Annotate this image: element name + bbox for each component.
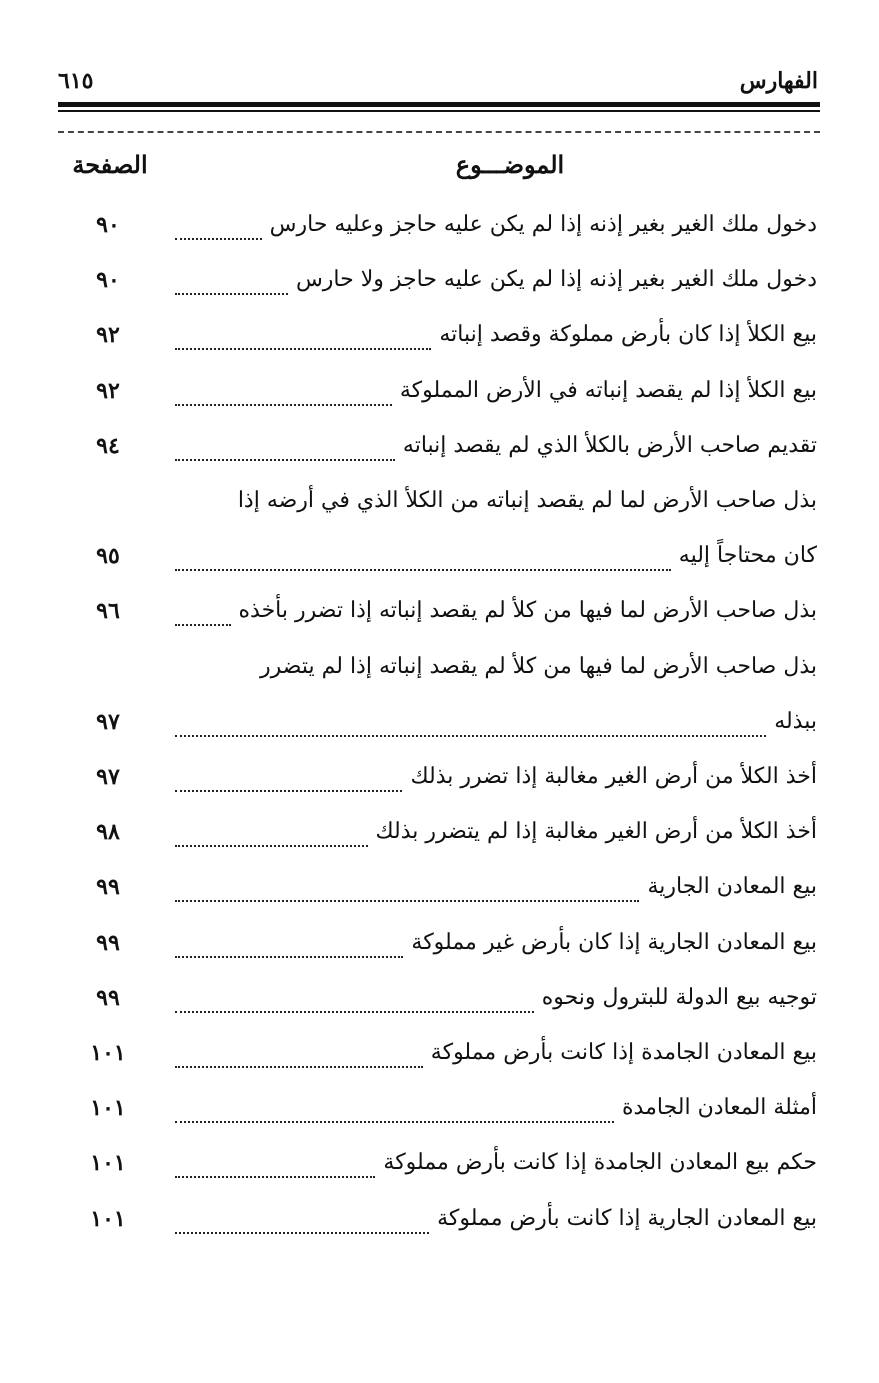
dot-leader — [175, 238, 262, 240]
dot-leader — [175, 900, 639, 902]
dot-leader — [175, 1232, 429, 1234]
index-entry — [58, 874, 817, 908]
index-entry — [58, 378, 817, 412]
dot-leader — [175, 624, 231, 626]
index-entry — [58, 1040, 817, 1074]
entry-topic: كان محتاجاً إليه — [678, 543, 817, 569]
entry-topic: بيع المعادن الجامدة إذا كانت بأرض مملوكة — [430, 1040, 817, 1065]
entry-page-number: ٩٢ — [96, 377, 120, 404]
entry-topic: أمثلة المعادن الجامدة — [622, 1095, 817, 1121]
index-entry — [58, 985, 817, 1019]
index-entry — [58, 764, 817, 798]
entry-page-number: ١٠١ — [90, 1095, 126, 1122]
entry-topic: دخول ملك الغير بغير إذنه إذا لم يكن عليه حاجز وعليه حارس — [269, 212, 817, 237]
entry-topic: توجيه بيع الدولة للبترول ونحوه — [541, 984, 817, 1010]
dot-leader — [175, 348, 431, 350]
header-rule-thin — [58, 110, 820, 112]
entry-topic: حكم بيع المعادن الجامدة إذا كانت بأرض مملوكة — [383, 1150, 817, 1176]
dot-leader — [175, 845, 368, 847]
entry-topic: ببذله — [774, 708, 817, 734]
entry-topic: بيع المعادن الجارية إذا كان بأرض غير مملوكة — [411, 929, 817, 955]
dot-leader — [175, 956, 403, 958]
index-entry — [58, 1095, 817, 1129]
index-entry — [58, 212, 817, 246]
entry-page-number: ٩٠ — [96, 212, 120, 238]
running-head-title: الفهارس — [739, 68, 818, 94]
dot-leader — [175, 735, 766, 737]
index-entry — [58, 1206, 817, 1240]
entry-page-number: ٩٦ — [96, 598, 120, 625]
dot-leader — [175, 1121, 614, 1123]
entry-page-number: ٩٩ — [96, 984, 120, 1011]
index-entry — [58, 322, 817, 356]
entry-page-number: ٩٥ — [96, 543, 120, 570]
entry-topic: دخول ملك الغير بغير إذنه إذا لم يكن عليه حاجز ولا حارس — [295, 267, 817, 293]
entry-topic: أخذ الكلأ من أرض الغير مغالبة إذا لم يتضرر بذلك — [375, 819, 817, 845]
dot-leader — [175, 569, 671, 571]
entry-page-number: ١٠١ — [90, 1150, 126, 1177]
entry-topic: بيع المعادن الجارية — [647, 874, 817, 900]
entry-page-number: ٩٢ — [96, 322, 120, 349]
header-rule-thick — [58, 102, 820, 107]
index-entry — [58, 654, 817, 688]
entry-topic: بيع الكلأ إذا لم يقصد إنباته في الأرض المملوكة — [399, 377, 817, 403]
entry-topic: بذل صاحب الأرض لما فيها من كلأ لم يقصد إنباته إذا لم يتضرر — [260, 653, 817, 679]
entry-page-number: ٩٧ — [96, 708, 120, 735]
index-entry — [58, 1150, 817, 1184]
entry-topic: بذل صاحب الأرض لما لم يقصد إنباته من الكلأ الذي في أرضه إذا — [237, 488, 817, 513]
dot-leader — [175, 790, 402, 792]
entry-topic: أخذ الكلأ من أرض الغير مغالبة إذا تضرر بذلك — [410, 764, 817, 789]
index-entry — [58, 598, 817, 632]
entry-page-number: ٩٩ — [96, 874, 120, 901]
index-entry — [58, 488, 817, 522]
index-entry — [58, 930, 817, 964]
dot-leader — [175, 1176, 375, 1178]
dot-leader — [175, 404, 392, 406]
column-heading-topic: الموضـــوع — [455, 150, 565, 179]
entry-topic: بيع المعادن الجارية إذا كانت بأرض مملوكة — [437, 1205, 817, 1231]
dot-leader — [175, 1066, 423, 1068]
entry-topic: بذل صاحب الأرض لما فيها من كلأ لم يقصد إنباته إذا تضرر بأخذه — [238, 598, 817, 624]
index-entry — [58, 543, 817, 577]
entry-page-number: ٩٧ — [96, 764, 120, 790]
entry-topic: بيع الكلأ إذا كان بأرض مملوكة وقصد إنباته — [439, 322, 817, 348]
index-entry — [58, 709, 817, 743]
entry-page-number: ٩٩ — [96, 929, 120, 956]
index-entry — [58, 819, 817, 853]
entry-topic: تقديم صاحب الأرض بالكلأ الذي لم يقصد إنباته — [402, 432, 817, 458]
dot-leader — [175, 1011, 534, 1013]
dashed-divider — [58, 131, 820, 133]
entry-page-number: ٩٨ — [96, 819, 120, 846]
entry-page-number: ١٠١ — [90, 1205, 126, 1232]
dot-leader — [175, 459, 395, 461]
dot-leader — [175, 293, 288, 295]
running-head — [58, 68, 818, 100]
entry-page-number: ٩٠ — [96, 267, 120, 294]
entry-page-number: ٩٤ — [96, 432, 120, 459]
entry-page-number: ١٠١ — [90, 1040, 126, 1066]
index-entry — [58, 433, 817, 467]
column-heading-page: الصفحة — [72, 150, 148, 179]
running-head-page-number: ٦١٥ — [58, 68, 94, 94]
index-entry — [58, 267, 817, 301]
